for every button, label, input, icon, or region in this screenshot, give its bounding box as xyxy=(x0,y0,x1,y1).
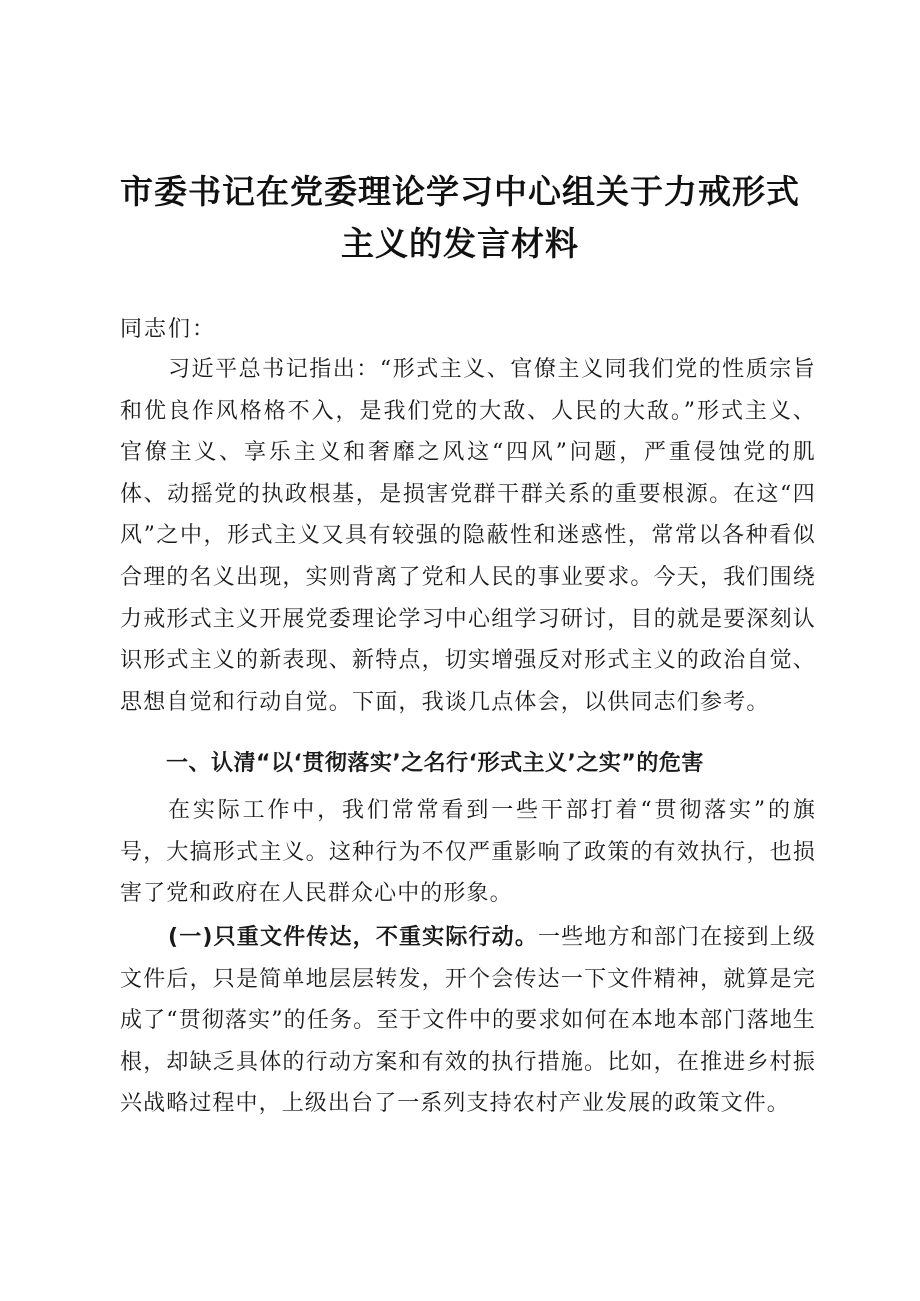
document-title-line-2: 主义的发言材料 xyxy=(341,224,579,263)
subsection-1-paragraph xyxy=(120,917,816,1125)
subsection-1-lead: (一)只重文件传达，不重实际行动。 xyxy=(168,925,539,950)
document-title-line-1: 市委书记在党委理论学习中心组关于力戒形式 xyxy=(120,172,800,211)
section-1-paragraph: 在实际工作中，我们常常看到一些干部打着“贯彻落实”的旗号，大搞形式主义。这种行为不仅严重影响了政策的有效执行，也损害了党和政府在人民群众心中的形象。 xyxy=(120,798,816,907)
subsection-1-body: 一些地方和部门在接到上级文件后，只是简单地层层转发，开个会传达一下文件精神，就算是完成了“贯彻落实”的任务。至于文件中的要求如何在本地本部门落地生根，却缺乏具体的行动方案和有效的执行措施。比如，在推进乡村振兴战略过程中，上级出台了一系列支持农村产业发展的政策文件。 xyxy=(120,925,816,1117)
section-1-heading: 一、认清“以‘贯彻落实’之名行‘形式主义’之实”的危害 xyxy=(166,751,704,776)
salutation: 同志们： xyxy=(120,317,217,342)
intro-paragraph: 习近平总书记指出：“形式主义、官僚主义同我们党的性质宗旨和优良作风格格不入，是我们党的大敌、人民的大敌。”形式主义、官僚主义、享乐主义和奢靡之风这“四风”问题，严重侵蚀党的肌体、动摇党的执政根基，是损害党群干群关系的重要根源。在这“四风”之中，形式主义又具有较强的隐蔽性和迷惑性，常常以各种看似合理的名义出现，实则背离了党和人民的事业要求。今天，我们围绕力戒形式主义开展党委理论学习中心组学习研讨，目的就是要深刻认识形式主义的新表现、新特点，切实增强反对形式主义的政治自觉、思想自觉和行动自觉。下面，我谈几点体会，以供同志们参考。 xyxy=(120,357,817,715)
